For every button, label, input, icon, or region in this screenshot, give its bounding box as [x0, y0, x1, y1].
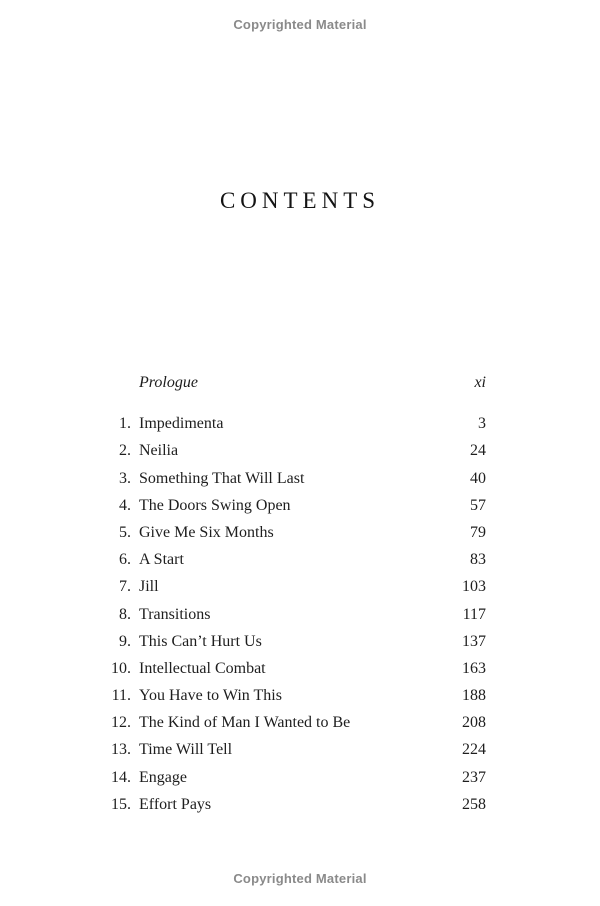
chapter-page: 224: [462, 741, 486, 759]
chapter-number: 11.: [111, 687, 131, 705]
chapter-number: 3.: [119, 469, 131, 487]
chapter-number: 14.: [111, 768, 131, 786]
toc-row: [105, 682, 486, 709]
toc-row: [105, 546, 486, 573]
chapter-number: 12.: [111, 714, 131, 732]
chapter-number: 10.: [111, 659, 131, 677]
chapter-title: A Start: [139, 551, 184, 569]
chapter-number: 15.: [111, 795, 131, 813]
chapter-title: This Can’t Hurt Us: [139, 632, 262, 650]
chapter-page: 40: [470, 469, 486, 487]
copyright-notice-top: Copyrighted Material: [233, 17, 367, 32]
chapter-page: 117: [462, 605, 486, 623]
chapter-page: 3: [478, 415, 486, 433]
chapter-page: 83: [470, 551, 486, 569]
chapter-page: 79: [470, 523, 486, 541]
chapter-number: 1.: [119, 415, 131, 433]
toc-row: [105, 764, 486, 791]
page-title: CONTENTS: [219, 188, 381, 214]
chapter-page: 163: [462, 659, 486, 677]
chapter-number: 6.: [119, 551, 131, 569]
toc-row: [105, 519, 486, 546]
toc-row: [105, 709, 486, 736]
toc-row-prologue: [105, 369, 486, 396]
chapter-title: Something That Will Last: [139, 469, 305, 487]
chapter-title: Give Me Six Months: [139, 523, 274, 541]
toc-row: [105, 465, 486, 492]
chapter-title: Impedimenta: [139, 415, 224, 433]
toc-row: [105, 791, 486, 818]
chapter-page: 103: [462, 578, 486, 596]
chapter-title: Neilia: [139, 442, 179, 460]
chapter-number: 8.: [119, 605, 131, 623]
chapter-title: You Have to Win This: [139, 687, 282, 705]
toc-row: [105, 736, 486, 763]
chapter-number: 7.: [119, 578, 131, 596]
chapter-number: 13.: [111, 741, 131, 759]
chapter-page: 188: [462, 687, 486, 705]
chapter-title: Jill: [139, 578, 159, 596]
chapter-title: Intellectual Combat: [139, 659, 266, 677]
chapter-title: Engage: [139, 768, 187, 786]
chapter-title: Transitions: [139, 605, 211, 623]
chapter-page: 208: [462, 714, 486, 732]
copyright-notice-bottom: Copyrighted Material: [233, 871, 367, 886]
chapter-title: Effort Pays: [139, 795, 212, 813]
chapter-number: 4.: [119, 496, 131, 514]
chapter-title: Prologue: [139, 374, 198, 391]
chapter-page: 237: [462, 768, 486, 786]
toc-row: [105, 492, 486, 519]
chapter-title: Time Will Tell: [139, 741, 233, 759]
chapter-number: 5.: [119, 523, 131, 541]
chapter-page: xi: [474, 374, 486, 391]
chapter-page: 24: [470, 442, 486, 460]
toc-row: [105, 573, 486, 600]
chapter-page: 137: [462, 632, 486, 650]
toc-row: [105, 628, 486, 655]
chapter-page: 57: [470, 496, 486, 514]
chapter-number: 9.: [119, 632, 131, 650]
toc-row: [105, 655, 486, 682]
toc-row: [105, 410, 486, 437]
chapter-number: 2.: [119, 442, 131, 460]
table-of-contents: [105, 369, 486, 818]
chapter-title: The Kind of Man I Wanted to Be: [139, 714, 351, 732]
chapter-title: The Doors Swing Open: [139, 496, 291, 514]
chapter-page: 258: [462, 795, 486, 813]
toc-row: [105, 437, 486, 464]
toc-row: [105, 601, 486, 628]
